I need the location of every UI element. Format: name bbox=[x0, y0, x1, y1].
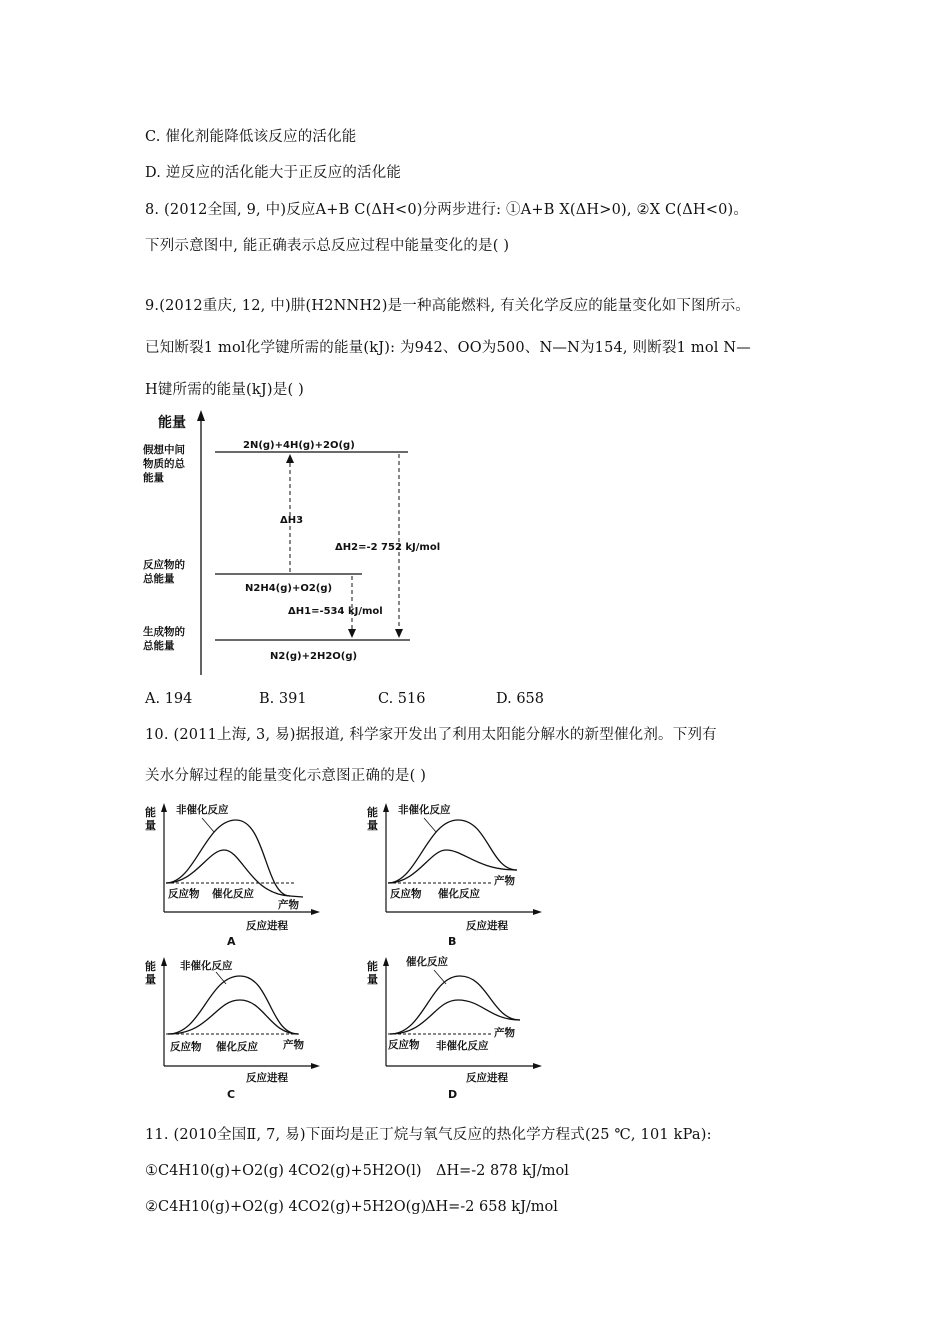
q10c-product-label: 产物 bbox=[283, 1039, 304, 1051]
q10a-x-label: 反应进程 bbox=[246, 920, 288, 932]
q7-option-d: D. 逆反应的活化能大于正反应的活化能 bbox=[145, 165, 402, 181]
q10a-y-label-1: 能 bbox=[145, 806, 156, 819]
q9-line-3: H键所需的能量(kJ)是( ) bbox=[145, 382, 304, 398]
q10a-product-label: 产物 bbox=[278, 899, 299, 911]
q10-diagram-c bbox=[140, 952, 320, 1104]
q9-level-top-label: 2N(g)+4H(g)+2O(g) bbox=[243, 440, 355, 451]
q10d-product-label: 产物 bbox=[494, 1027, 515, 1039]
q10b-top-label: 非催化反应 bbox=[398, 804, 451, 816]
q9-label-bot-1: 生成物的 bbox=[143, 626, 185, 638]
q10d-top-label: 催化反应 bbox=[406, 956, 448, 968]
q10c-top-label: 非催化反应 bbox=[180, 960, 233, 972]
q9-line-2: 已知断裂1 mol化学键所需的能量(kJ): 为942、OO为500、N—N为154, 则断裂1 mol N— bbox=[145, 340, 752, 356]
q10-diagram-b bbox=[362, 798, 542, 950]
q11-line-1: 11. (2010全国Ⅱ, 7, 易)下面均是正丁烷与氧气反应的热化学方程式(25 ℃, 101 kPa): bbox=[145, 1127, 712, 1143]
q9-line-1: 9.(2012重庆, 12, 中)肼(H2NNH2)是一种高能燃料, 有关化学反应的能量变化如下图所示。 bbox=[145, 298, 750, 314]
q9-dh1-label: ΔH1=-534 kJ/mol bbox=[288, 606, 383, 617]
q9-label-mid-1: 反应物的 bbox=[143, 559, 185, 571]
q10b-low-label: 催化反应 bbox=[438, 888, 480, 900]
q9-label-top-3: 能量 bbox=[143, 472, 164, 484]
q11-eq1: ①C4H10(g)+O2(g) 4CO2(g)+5H2O(l) bbox=[145, 1163, 422, 1179]
q9-dh3-label: ΔH3 bbox=[280, 515, 304, 526]
q9-energy-diagram bbox=[140, 405, 470, 680]
svg-text:量: 量 bbox=[145, 973, 156, 986]
q9-option-c: C. 516 bbox=[378, 691, 426, 707]
q8-line-2: 下列示意图中, 能正确表示总反应过程中能量变化的是( ) bbox=[145, 238, 510, 254]
q10d-low-label: 非催化反应 bbox=[436, 1040, 489, 1052]
q11-eq2: ②C4H10(g)+O2(g) 4CO2(g)+5H2O(g) bbox=[145, 1199, 427, 1215]
svg-text:量: 量 bbox=[367, 973, 378, 986]
svg-text:能: 能 bbox=[145, 960, 156, 973]
q10d-letter: D bbox=[448, 1088, 458, 1101]
q11-eq2-dh: ΔH=-2 658 kJ/mol bbox=[425, 1199, 558, 1215]
q7-option-c: C. 催化剂能降低该反应的活化能 bbox=[145, 129, 357, 145]
q10c-letter: C bbox=[227, 1088, 236, 1101]
q9-option-a: A. 194 bbox=[145, 691, 193, 707]
q10a-top-label: 非催化反应 bbox=[176, 804, 229, 816]
q9-dh2-label: ΔH2=-2 752 kJ/mol bbox=[335, 542, 441, 553]
q10b-letter: B bbox=[448, 935, 457, 948]
q9-label-bot-2: 总能量 bbox=[143, 640, 175, 652]
q10c-reactant-label: 反应物 bbox=[170, 1041, 202, 1053]
q10c-x-label: 反应进程 bbox=[246, 1072, 288, 1084]
q9-label-mid-2: 总能量 bbox=[143, 573, 175, 585]
q10c-low-label: 催化反应 bbox=[216, 1041, 258, 1053]
q10-diagram-d bbox=[362, 952, 542, 1104]
q10b-reactant-label: 反应物 bbox=[390, 888, 422, 900]
q9-level-mid-label: N2H4(g)+O2(g) bbox=[245, 583, 333, 594]
q9-level-bot-label: N2(g)+2H2O(g) bbox=[270, 651, 358, 662]
q11-eq1-dh: ΔH=-2 878 kJ/mol bbox=[436, 1163, 569, 1179]
q9-option-b: B. 391 bbox=[259, 691, 307, 707]
q9-option-d: D. 658 bbox=[496, 691, 545, 707]
svg-text:量: 量 bbox=[367, 819, 378, 832]
q10b-product-label: 产物 bbox=[494, 875, 515, 887]
q10-line-2: 关水分解过程的能量变化示意图正确的是( ) bbox=[145, 768, 427, 784]
q10a-letter: A bbox=[227, 935, 236, 948]
q10-line-1: 10. (2011上海, 3, 易)据报道, 科学家开发出了利用太阳能分解水的新型催化剂。下列有 bbox=[145, 727, 717, 743]
q10-diagram-a bbox=[140, 798, 320, 950]
q10d-x-label: 反应进程 bbox=[466, 1072, 508, 1084]
q10a-y-label-2: 量 bbox=[145, 819, 156, 832]
q10a-reactant-label: 反应物 bbox=[168, 888, 200, 900]
q10a-low-label: 催化反应 bbox=[212, 888, 254, 900]
q10d-reactant-label: 反应物 bbox=[388, 1039, 420, 1051]
q8-line-1: 8. (2012全国, 9, 中)反应A+B C(ΔH<0)分两步进行: ①A+B X(ΔH>0), ②X C(ΔH<0)。 bbox=[145, 202, 749, 218]
svg-text:能: 能 bbox=[367, 806, 378, 819]
q9-y-axis-label: 能量 bbox=[158, 415, 186, 431]
svg-text:能: 能 bbox=[367, 960, 378, 973]
q10b-x-label: 反应进程 bbox=[466, 920, 508, 932]
q9-label-top-1: 假想中间 bbox=[143, 444, 185, 456]
q9-label-top-2: 物质的总 bbox=[143, 458, 185, 470]
